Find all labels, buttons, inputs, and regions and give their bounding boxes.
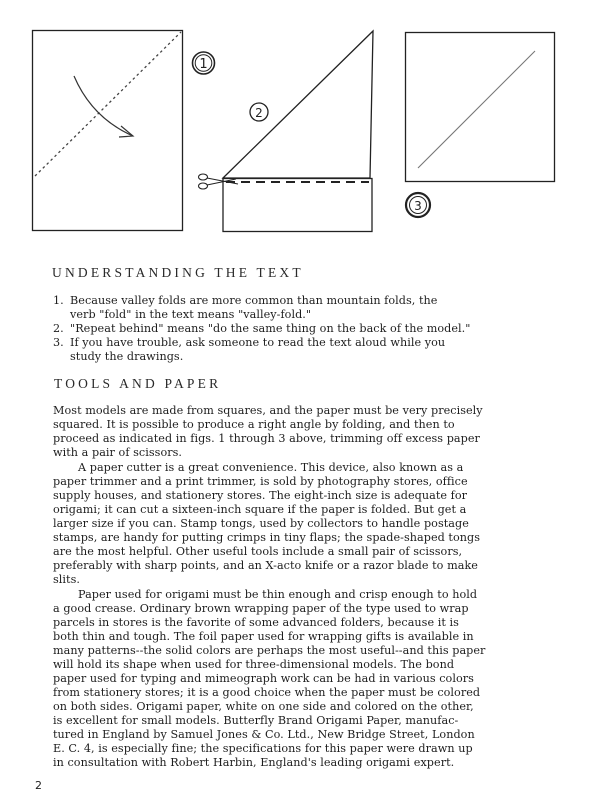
paragraph-line: slits.: [53, 573, 80, 586]
figure-1-curved-arrow-icon: [74, 76, 133, 136]
list-item-text: "Repeat behind" means "do the same thing on the back of the model.": [70, 322, 471, 335]
paragraph-line: origami; it can cut a sixteen-inch square if the paper is folded. But get a: [53, 503, 467, 516]
paragraph-line: paper used for typing and mimeograph work can be had in various colors: [53, 672, 474, 685]
paragraph-line: supply houses, and stationery stores. The eight-inch size is adequate for: [53, 489, 468, 502]
figure-3-square: [406, 33, 555, 182]
paragraph-line: from stationery stores; it is a good choice when the paper must be colored: [53, 686, 481, 699]
paragraph-line: in consultation with Robert Harbin, England's leading origami expert.: [53, 756, 455, 769]
paragraph-line: E. C. 4, is especially fine; the specifications for this paper were drawn up: [53, 742, 473, 755]
list-item-number: 2.: [53, 322, 64, 335]
figure-2-number-badge: [250, 103, 268, 121]
figure-3-crease-line: [418, 51, 535, 168]
paragraph-line: parcels in stores is the favorite of some advanced folders, because it is: [53, 616, 459, 629]
list-item-text: Because valley folds are more common than mountain folds, the: [70, 294, 438, 307]
paragraph-line: Paper used for origami must be thin enough and crisp enough to hold: [78, 588, 478, 601]
paragraph-line: paper trimmer and a print trimmer, is sold by photography stores, office: [53, 475, 468, 488]
paragraph-line: are the most helpful. Other useful tools include a small pair of scissors,: [53, 545, 463, 558]
paragraph-line: preferably with sharp points, and an X-acto knife or a razor blade to make: [53, 559, 478, 572]
figure-1-number-badge: [193, 52, 215, 74]
paragraph-line: tured in England by Samuel Jones & Co. Ltd., New Bridge Street, London: [53, 728, 475, 741]
section-heading-tools-and-paper: TOOLS AND PAPER: [54, 376, 222, 391]
paragraph-line: is excellent for small models. Butterfly Brand Origami Paper, manufac-: [53, 714, 459, 727]
paragraph-line: proceed as indicated in figs. 1 through 3 above, trimming off excess paper: [53, 432, 480, 445]
paragraph-line: many patterns--the solid colors are perhaps the most useful--and this paper: [53, 644, 486, 657]
figure-1: [33, 31, 215, 231]
origami-figures: [0, 0, 600, 245]
figure-1-fold-line: [35, 32, 181, 176]
list-item-number: 3.: [53, 336, 64, 349]
paragraph-line: stamps, are handy for putting crimps in tiny flaps; the spade-shaped tongs: [53, 531, 481, 544]
figure-2-excess-strip: [223, 179, 372, 232]
paragraph-line: a good crease. Ordinary brown wrapping paper of the type used to wrap: [53, 602, 469, 615]
paragraph-line: A paper cutter is a great convenience. This device, also known as a: [78, 461, 464, 474]
list-item-text: study the drawings.: [70, 350, 184, 363]
paragraph-line: Most models are made from squares, and the paper must be very precisely: [53, 404, 483, 417]
paragraph-line: on both sides. Origami paper, white on one side and colored on the other,: [53, 700, 474, 713]
list-item-text: If you have trouble, ask someone to read the text aloud while you: [70, 336, 446, 349]
svg-text:1: 1: [199, 57, 208, 72]
list-item-number: 1.: [53, 294, 64, 307]
svg-text:2: 2: [255, 106, 263, 120]
figure-1-paper-rect: [33, 31, 183, 231]
paragraph-line: larger size if you can. Stamp tongs, used by collectors to handle postage: [53, 517, 469, 530]
figure-2: [199, 31, 374, 232]
paragraph-line: both thin and tough. The foil paper used for wrapping gifts is available in: [53, 630, 474, 643]
paragraph-line: will hold its shape when used for three-dimensional models. The bond: [53, 658, 455, 671]
figure-3-number-badge: [406, 193, 430, 217]
section-heading-understanding-the-text: UNDERSTANDING THE TEXT: [52, 265, 304, 280]
page-number: 2: [35, 779, 42, 792]
paragraph-line: squared. It is possible to produce a right angle by folding, and then to: [53, 418, 455, 431]
figure-3: [406, 33, 555, 218]
list-item-text: verb "fold" in the text means "valley-fold.": [70, 308, 312, 321]
svg-text:3: 3: [414, 199, 422, 213]
paragraph-line: with a pair of scissors.: [53, 446, 183, 459]
figure-2-folded-triangle: [223, 31, 373, 178]
